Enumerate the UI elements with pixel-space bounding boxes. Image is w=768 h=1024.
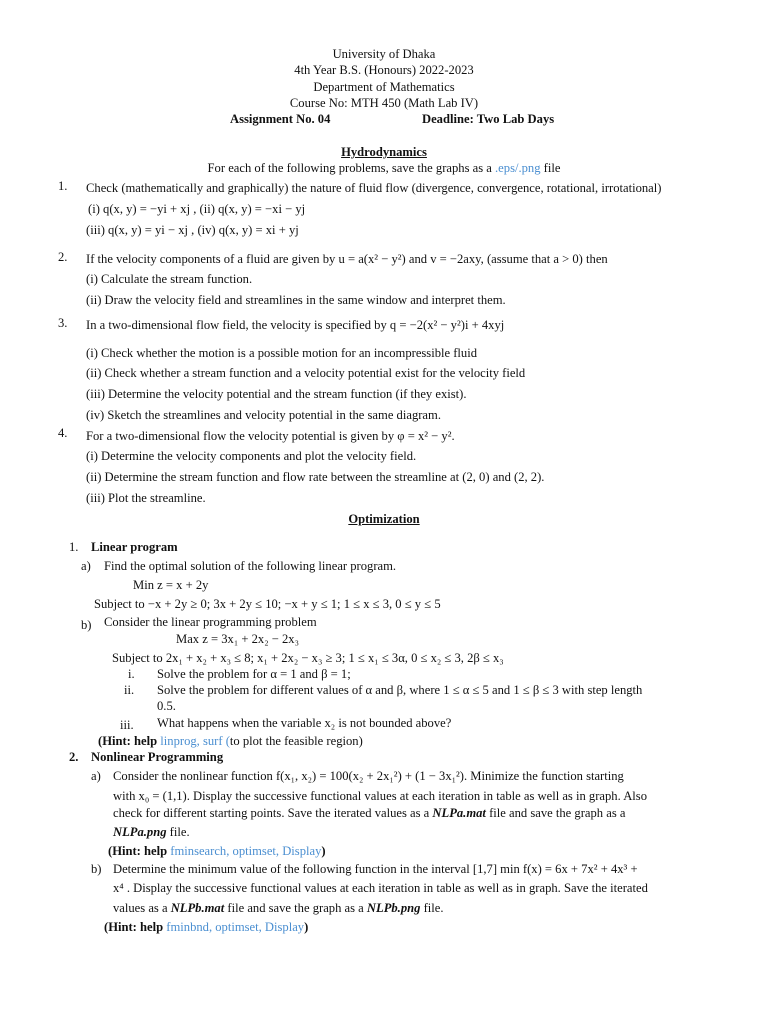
item-a-objective: Min z = x + 2y <box>133 578 209 592</box>
problem-2-text: If the velocity components of a fluid are given by u = a(x² − y²) and v = −2axy, (assume that a > 0) then <box>86 252 608 266</box>
section-1-number: 1. <box>69 540 79 554</box>
nlp-b-hint <box>104 920 308 936</box>
subitem-ii-text: Solve the problem for different values of α and β, where 1 ≤ α ≤ 5 and 1 ≤ β ≤ 3 with step length <box>157 683 643 697</box>
nlp-a-line-3-text: check for different starting points. Save the iterated values as a <box>113 806 433 820</box>
nlpa-mat-filename: NLPa.mat <box>432 806 486 820</box>
subitem-i-text: Solve the problem for α = 1 and β = 1; <box>157 667 351 681</box>
instruction-text: For each of the following problems, save the graphs as a <box>207 161 496 175</box>
problem-2-part-i: (i) Calculate the stream function. <box>86 272 253 286</box>
item-a-constraints: Subject to −x + 2y ≥ 0; 3x + 2y ≤ 10; −x + y ≤ 1; 1 ≤ x ≤ 3, 0 ≤ y ≤ 5 <box>94 597 441 611</box>
hint-note: to plot the feasible region) <box>229 734 363 748</box>
hint-label: (Hint: help <box>98 734 161 748</box>
nlp-a-line-2: with x₀ = (1,1). Display the successive functional values at each iteration in table as well as in graph. Also <box>113 789 647 803</box>
problem-3-number: 3. <box>58 316 68 330</box>
nlpb-png-filename: NLPb.png <box>366 901 421 915</box>
hint-close: ) <box>321 844 326 858</box>
problem-4-part-iii: (iii) Plot the streamline. <box>86 491 206 505</box>
section-1-title: Linear program <box>91 540 178 554</box>
problem-2-number: 2. <box>58 250 68 264</box>
problem-4-text: For a two-dimensional flow the velocity potential is given by φ = x² − y². <box>86 429 455 443</box>
subitem-iii-text: What happens when the variable x₂ is not bounded above? <box>157 716 452 730</box>
university-name: University of Dhaka <box>332 47 436 61</box>
nlp-a-line-3 <box>113 806 625 822</box>
problem-4-part-i: (i) Determine the velocity components and plot the velocity field. <box>86 449 417 463</box>
problem-3-part-iv: (iv) Sketch the streamlines and velocity potential in the same diagram. <box>86 408 441 422</box>
nlp-b-line-3 <box>113 901 444 917</box>
item-b-constraints: Subject to 2x₁ + x₂ + x₃ ≤ 8; x₁ + 2x₂ − x₃ ≥ 3; 1 ≤ x₁ ≤ 3α, 0 ≤ x₂ ≤ 3, 2β ≤ x₃ <box>112 651 504 665</box>
problem-4-part-ii: (ii) Determine the stream function and flow rate between the streamline at (2, 0) and (2, 2). <box>86 470 545 484</box>
hint-label: (Hint: help <box>108 844 171 858</box>
instruction-text-end: file <box>540 161 561 175</box>
problem-1-number: 1. <box>58 179 68 193</box>
item-b-label: b) <box>81 618 92 632</box>
problem-1-cases-a: (i) q(x, y) = −yi + xj , (ii) q(x, y) = −xi − yj <box>88 202 306 216</box>
subitem-ii-number: ii. <box>124 683 135 697</box>
problem-1-cases-b: (iii) q(x, y) = yi − xj , (iv) q(x, y) = xi + yj <box>86 223 299 237</box>
nlp-a-line-4 <box>113 825 190 841</box>
nlp-a-line-1: Consider the nonlinear function f(x₁, x₂) = 100(x₂ + 2x₁²) + (1 − 3x₁²). Minimize the function starting <box>113 769 624 783</box>
item-a-label: a) <box>81 559 91 573</box>
hint-functions: fminsearch, optimset, Display <box>170 844 322 858</box>
item-a-text: Find the optimal solution of the following linear program. <box>104 559 397 573</box>
nlp-b-line-3-text-mid: file and save the graph as a <box>224 901 367 915</box>
nlp-a-label: a) <box>91 769 101 783</box>
problem-1-text: Check (mathematically and graphically) the nature of fluid flow (divergence, convergence, rotational, irrotational) <box>86 181 662 195</box>
nlp-b-label: b) <box>91 862 102 876</box>
nlp-a-line-4-text: file. <box>166 825 190 839</box>
section-1-hint <box>98 734 363 750</box>
hint-functions: fminbnd, optimset, Display <box>166 920 305 934</box>
hint-functions: linprog, surf ( <box>160 734 230 748</box>
course-line: Course No: MTH 450 (Math Lab IV) <box>289 96 479 110</box>
nlpa-png-filename: NLPa.png <box>113 825 167 839</box>
year-line: 4th Year B.S. (Honours) 2022-2023 <box>294 63 474 77</box>
nlp-b-line-3-text: values as a <box>113 901 171 915</box>
nlpb-mat-filename: NLPb.mat <box>170 901 225 915</box>
hydrodynamics-instruction <box>0 161 768 177</box>
problem-3-part-ii: (ii) Check whether a stream function and a velocity potential exist for the velocity field <box>86 366 526 380</box>
nlp-a-hint <box>108 844 326 860</box>
subitem-ii-text-cont: 0.5. <box>157 699 176 713</box>
hydrodynamics-title: Hydrodynamics <box>341 145 427 159</box>
subitem-iii-number: iii. <box>120 718 134 732</box>
problem-3-part-i: (i) Check whether the motion is a possible motion for an incompressible fluid <box>86 346 478 360</box>
item-b-text: Consider the linear programming problem <box>104 615 317 629</box>
section-2-number: 2. <box>69 750 79 764</box>
hint-label: (Hint: help <box>104 920 167 934</box>
problem-3-text: In a two-dimensional flow field, the velocity is specified by q = −2(x² − y²)i + 4xyj <box>86 318 505 332</box>
nlp-b-line-3-text-end: file. <box>420 901 444 915</box>
optimization-title: Optimization <box>348 512 420 526</box>
deadline: Deadline: Two Lab Days <box>422 112 555 126</box>
instruction-extension: .eps/.png <box>495 161 541 175</box>
problem-4-number: 4. <box>58 426 68 440</box>
item-b-objective: Max z = 3x₁ + 2x₂ − 2x₃ <box>176 632 299 646</box>
section-2-title: Nonlinear Programming <box>91 750 224 764</box>
subitem-i-number: i. <box>128 667 135 681</box>
problem-3-part-iii: (iii) Determine the velocity potential and the stream function (if they exist). <box>86 387 467 401</box>
nlp-b-line-1: Determine the minimum value of the following function in the interval [1,7] min f(x) = 6x + 7x² + 4x³ + <box>113 862 638 876</box>
hint-close: ) <box>304 920 309 934</box>
department-name: Department of Mathematics <box>313 80 455 94</box>
nlp-b-line-2: x⁴ . Display the successive functional values at each iteration in table as well as in graph. Save the iterated <box>113 881 648 895</box>
nlp-a-line-3-text-end: file and save the graph as a <box>485 806 626 820</box>
problem-2-part-ii: (ii) Draw the velocity field and streamlines in the same window and interpret them. <box>86 293 506 307</box>
assignment-number: Assignment No. 04 <box>230 112 331 126</box>
